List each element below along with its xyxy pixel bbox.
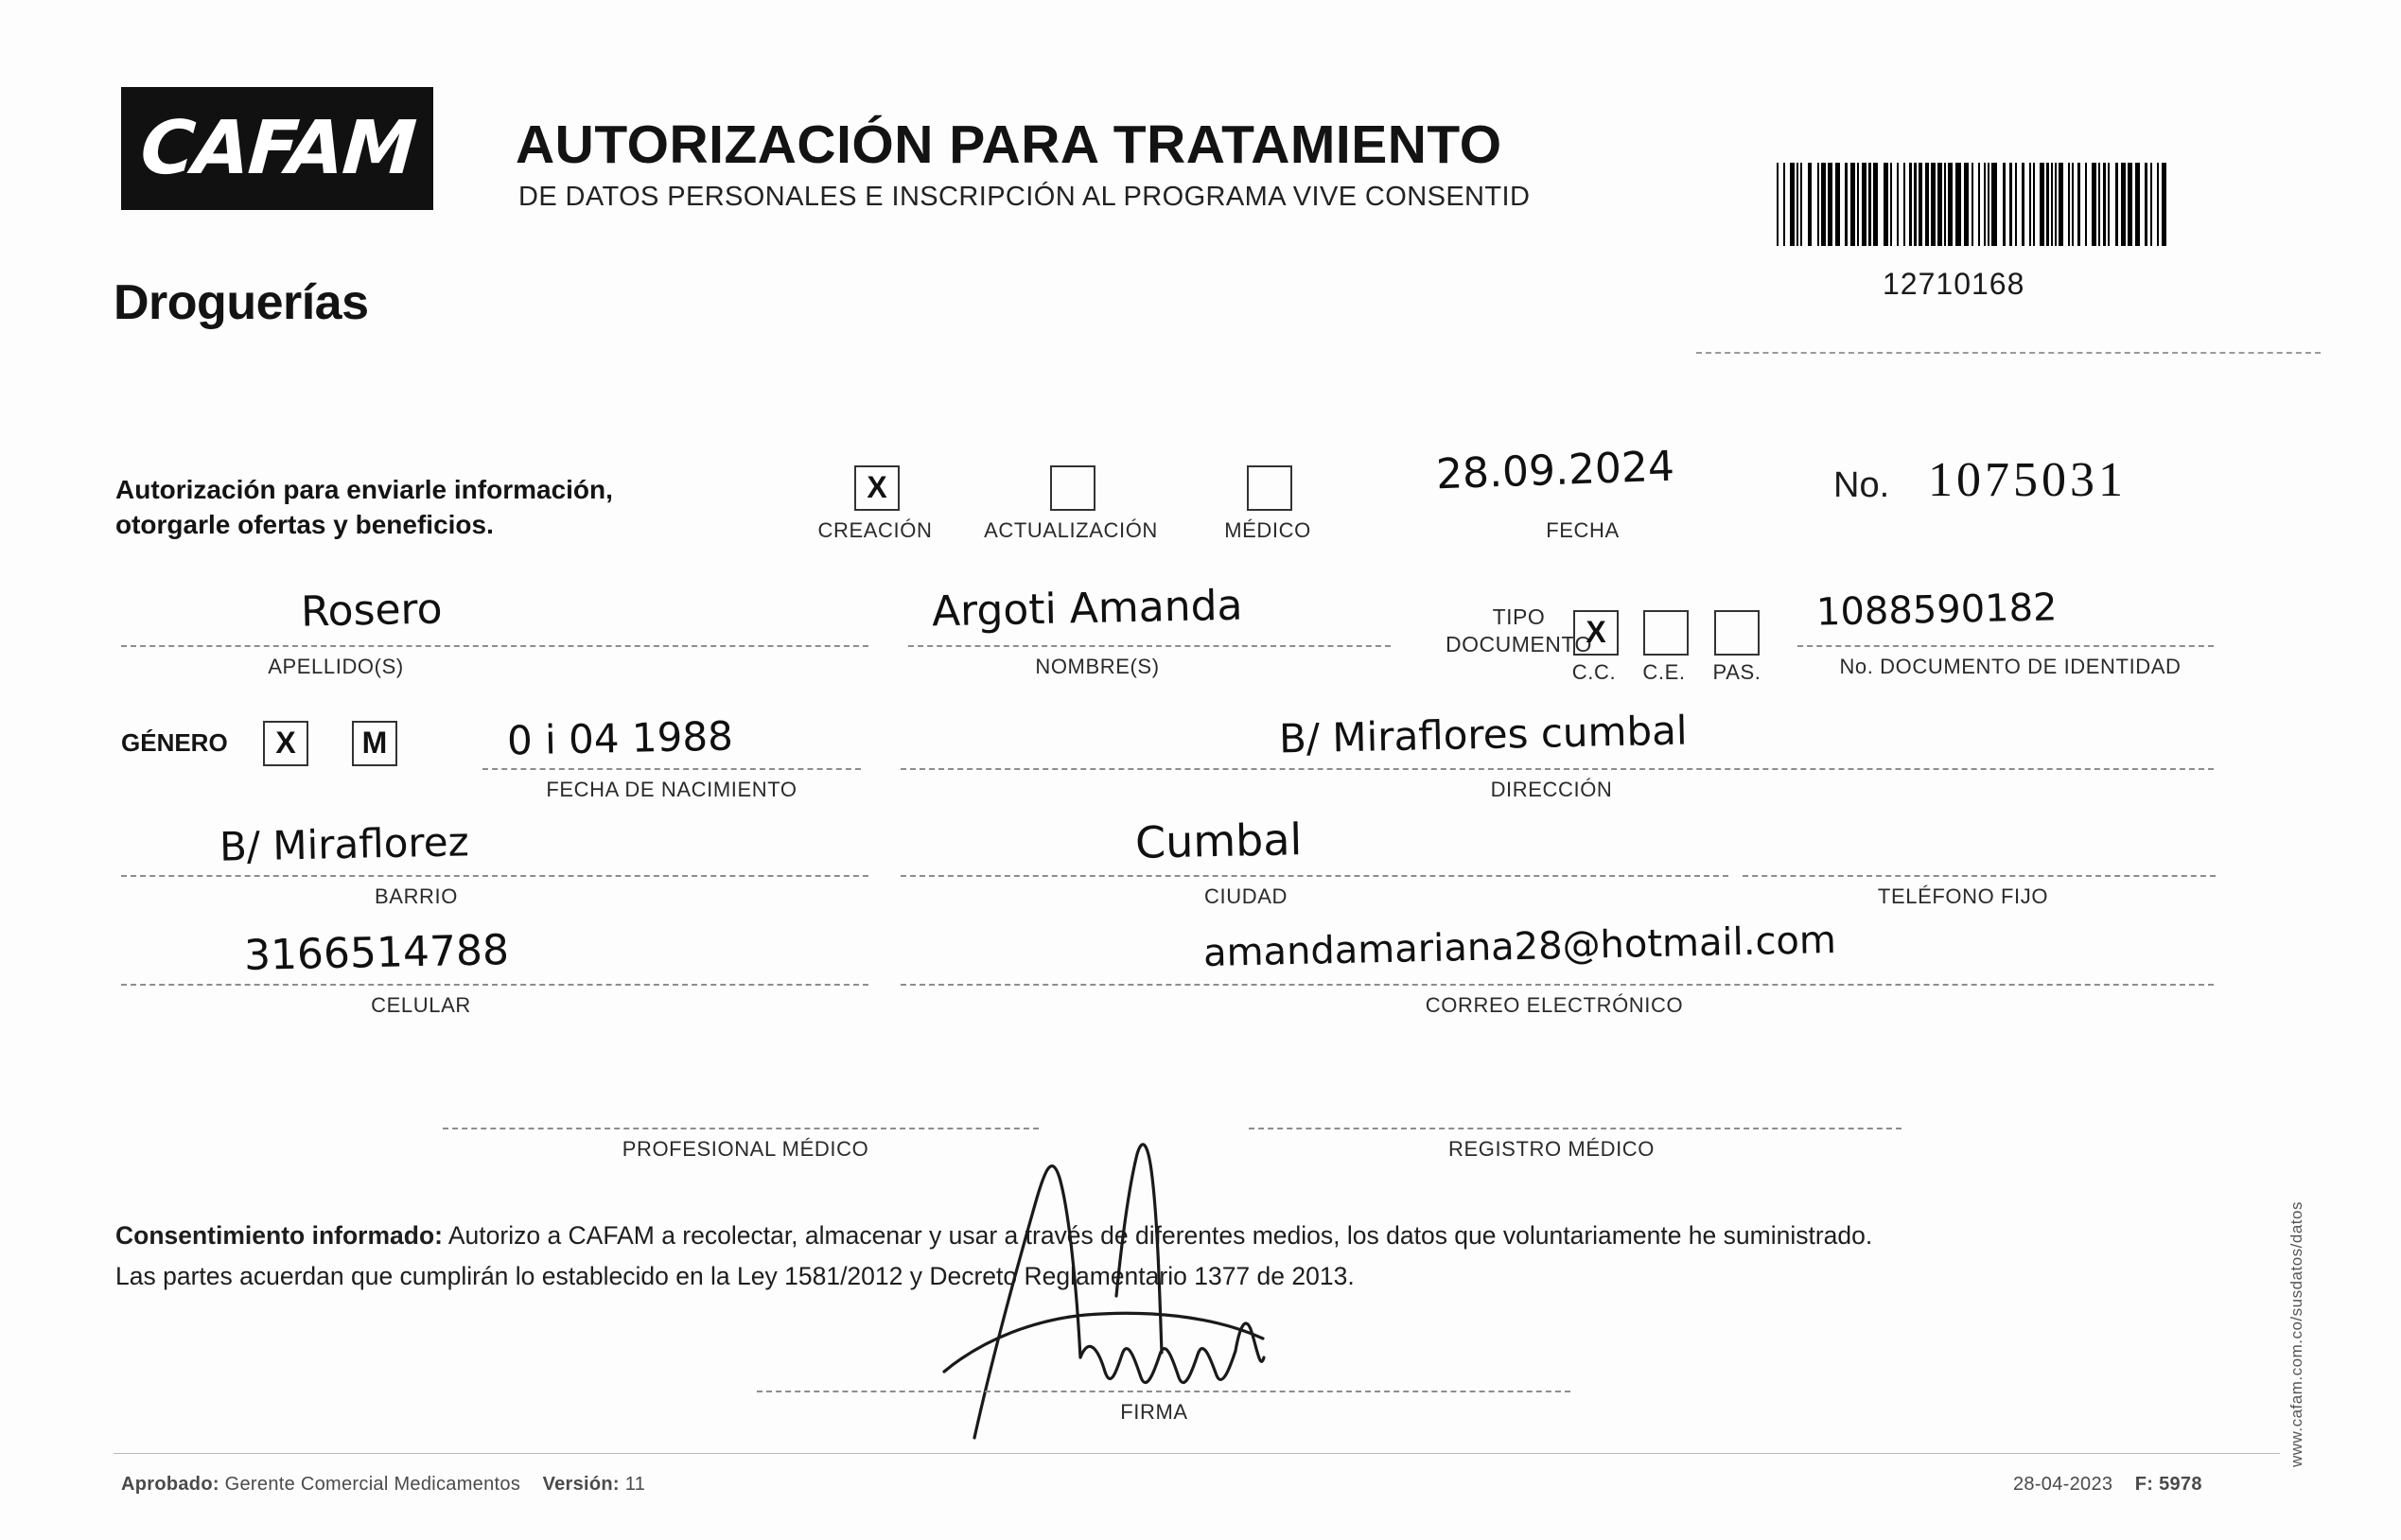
footer-approved-label: Aprobado:: [121, 1474, 219, 1495]
checkbox-cc[interactable]: [1573, 610, 1619, 656]
field-fecha-nacimiento-value: 0 i 04 1988: [506, 712, 734, 764]
consent-lead: Consentimiento informado:: [115, 1221, 443, 1250]
field-barrio-value: B/ Miraflorez: [219, 818, 470, 870]
footer-approved-value: Gerente Comercial Medicamentos: [224, 1474, 521, 1495]
field-nombre-value: Argoti Amanda: [931, 581, 1243, 637]
consent-block: [115, 1216, 2206, 1297]
field-ciudad-value: Cumbal: [1134, 814, 1303, 868]
field-fecha-value: 28.09.2024: [1435, 442, 1675, 499]
line-celular: [121, 984, 868, 986]
label-correo: CORREO ELECTRÓNICO: [1425, 993, 1684, 1017]
label-telefono: TELÉFONO FIJO: [1877, 884, 2049, 908]
line-apellido: [121, 645, 868, 647]
header-divider: [1696, 352, 2321, 354]
line-profesional: [443, 1128, 1039, 1129]
label-actualizacion: ACTUALIZACIÓN: [984, 518, 1158, 542]
document-subtitle: DE DATOS PERSONALES E INSCRIPCIÓN AL PROGRAMA VIVE CONSENTID: [518, 182, 1531, 212]
label-apellido: APELLIDO(S): [268, 655, 404, 678]
label-no: No.: [1833, 465, 1890, 505]
field-apellido-value: Rosero: [300, 585, 444, 637]
footer-date: 28-04-2023: [2013, 1474, 2113, 1495]
label-tipo-documento: [1446, 604, 1592, 658]
label-firma: FIRMA: [1120, 1400, 1188, 1424]
label-medico: MÉDICO: [1224, 518, 1311, 542]
cafam-logo-text: CAFAM: [137, 106, 417, 191]
label-direccion: DIRECCIÓN: [1490, 778, 1613, 801]
footer-version-value: 11: [624, 1474, 646, 1495]
label-nombre: NOMBRE(S): [1035, 655, 1160, 678]
field-direccion-value: B/ Miraflores cumbal: [1278, 707, 1688, 762]
checkbox-medico[interactable]: [1247, 465, 1292, 511]
checkbox-pas[interactable]: [1714, 610, 1760, 656]
label-tipo: TIPO: [1492, 604, 1546, 629]
label-ciudad: CIUDAD: [1204, 884, 1288, 908]
label-creacion: CREACIÓN: [817, 518, 933, 542]
label-fecha-nacimiento: FECHA DE NACIMIENTO: [546, 778, 797, 801]
label-pas: PAS.: [1712, 660, 1761, 684]
checkbox-genero-m[interactable]: [352, 721, 397, 766]
barcode-number: 12710168: [1883, 267, 2025, 301]
checkbox-genero-m-mark: M: [361, 726, 388, 760]
label-documento-identidad: No. DOCUMENTO DE IDENTIDAD: [1839, 655, 2182, 678]
document-title: AUTORIZACIÓN PARA TRATAMIENTO: [516, 114, 1502, 175]
droguerias-label: Droguerías: [114, 275, 369, 330]
consent-text-1: Autorizo a CAFAM a recolectar, almacenar y usar a través de diferentes medios, los datos que voluntariamente he suministrado.: [442, 1221, 1873, 1250]
label-documento: DOCUMENTO: [1446, 631, 1592, 656]
footer-approved: [121, 1474, 645, 1496]
line-firma: [757, 1391, 1570, 1392]
consent-line-2: Las partes acuerdan que cumplirán lo establecido en la Ley 1581/2012 y Decreto Reglamentario 1377 de 2013.: [115, 1261, 1355, 1290]
checkbox-actualizacion[interactable]: [1050, 465, 1095, 511]
field-no-value: 1075031: [1928, 453, 2127, 507]
line-direccion: [901, 768, 2214, 770]
footer-divider: [114, 1453, 2280, 1454]
authorization-line-2: otorgarle ofertas y beneficios.: [115, 509, 494, 539]
line-nombre: [908, 645, 1391, 647]
consent-line-1: [115, 1216, 2206, 1256]
field-documento-value: 1088590182: [1815, 586, 2058, 635]
checkbox-genero-f-mark: X: [275, 726, 296, 760]
label-genero: GÉNERO: [121, 728, 228, 757]
label-ce: C.E.: [1642, 660, 1686, 684]
line-telefono: [1743, 875, 2216, 877]
line-ciudad: [901, 875, 1728, 877]
label-celular: CELULAR: [371, 993, 471, 1017]
label-fecha: FECHA: [1546, 518, 1620, 542]
label-profesional-medico: PROFESIONAL MÉDICO: [622, 1137, 869, 1161]
checkbox-creacion[interactable]: [854, 465, 900, 511]
line-barrio: [121, 875, 868, 877]
line-documento: [1797, 645, 2214, 647]
cafam-logo: [121, 87, 433, 210]
line-registro: [1249, 1128, 1902, 1129]
checkbox-genero-f[interactable]: [263, 721, 308, 766]
side-url: www.cafam.com.co/susdatos/datos: [2287, 1201, 2305, 1468]
barcode-icon: [1777, 163, 2166, 246]
checkbox-ce[interactable]: [1643, 610, 1689, 656]
field-celular-value: 3166514788: [243, 926, 510, 980]
authorization-line-1: Autorización para enviarle información,: [115, 475, 613, 504]
checkbox-cc-mark: X: [1586, 615, 1606, 649]
authorization-text: [115, 473, 778, 543]
label-barrio: BARRIO: [375, 884, 458, 908]
footer-right: [2013, 1474, 2202, 1496]
label-registro-medico: REGISTRO MÉDICO: [1447, 1137, 1655, 1161]
field-correo-value: amandamariana28@hotmail.com: [1202, 919, 1837, 975]
line-correo: [901, 984, 2214, 986]
line-fecha-nacimiento: [482, 768, 861, 770]
checkbox-creacion-mark: X: [867, 470, 887, 504]
label-cc: C.C.: [1571, 660, 1617, 684]
footer-code: F: 5978: [2134, 1474, 2202, 1495]
footer-version-label: Versión:: [542, 1474, 620, 1495]
